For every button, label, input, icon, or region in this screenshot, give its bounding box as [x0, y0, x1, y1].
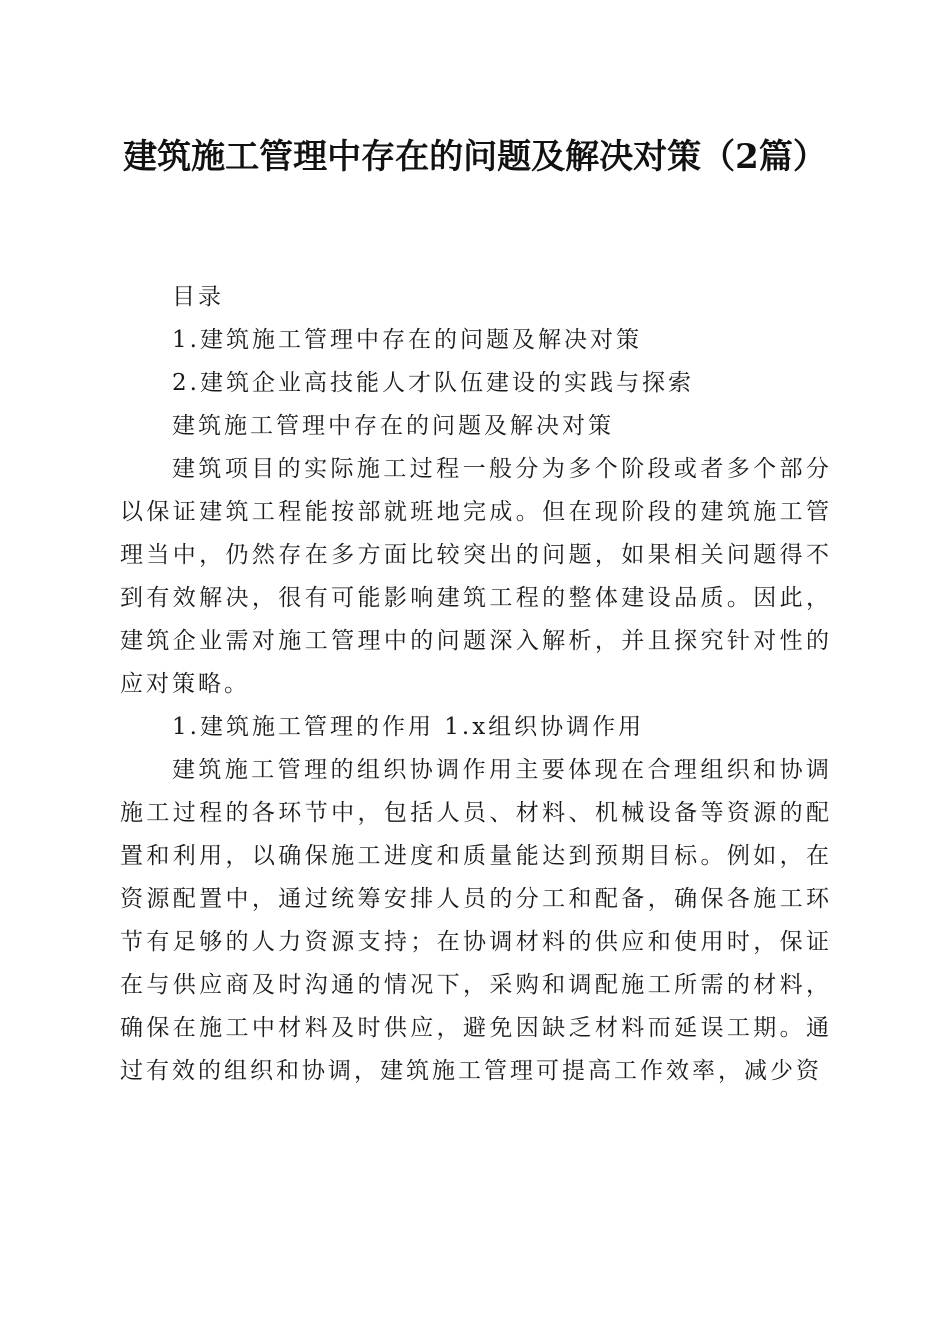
toc-heading: 目录 [172, 284, 224, 310]
document-body [120, 276, 832, 1093]
toc-item-2: 2.建筑企业高技能人才队伍建设的实践与探索 [172, 370, 694, 396]
body-paragraph-1: 建筑项目的实际施工过程一般分为多个阶段或者多个部分以保证建筑工程能按部就班地完成。但在现阶段的建筑施工管理当中，仍然存在多方面比较突出的问题，如果相关问题得不到有效解决，很有可能影响建筑工程的整体建设品质。因此，建筑企业需对施工管理中的问题深入解析，并且探究针对性的应对策略。 [120, 456, 832, 697]
section-title: 建筑施工管理中存在的问题及解决对策 [172, 413, 614, 439]
document-title: 建筑施工管理中存在的问题及解决对策（2篇） [123, 137, 827, 177]
toc-item-1: 1.建筑施工管理中存在的问题及解决对策 [172, 327, 642, 353]
subsection-heading: 1.建筑施工管理的作用 1.x组织协调作用 [172, 714, 645, 740]
body-paragraph-2: 建筑施工管理的组织协调作用主要体现在合理组织和协调施工过程的各环节中，包括人员、材料、机械设备等资源的配置和利用，以确保施工进度和质量能达到预期目标。例如，在资源配置中，通过统筹安排人员的分工和配备，确保各施工环节有足够的人力资源支持；在协调材料的供应和使用时，保证在与供应商及时沟通的情况下，采购和调配施工所需的材料，确保在施工中材料及时供应，避免因缺乏材料而延误工期。通过有效的组织和协调，建筑施工管理可提高工作效率，减少资 [120, 757, 832, 1084]
